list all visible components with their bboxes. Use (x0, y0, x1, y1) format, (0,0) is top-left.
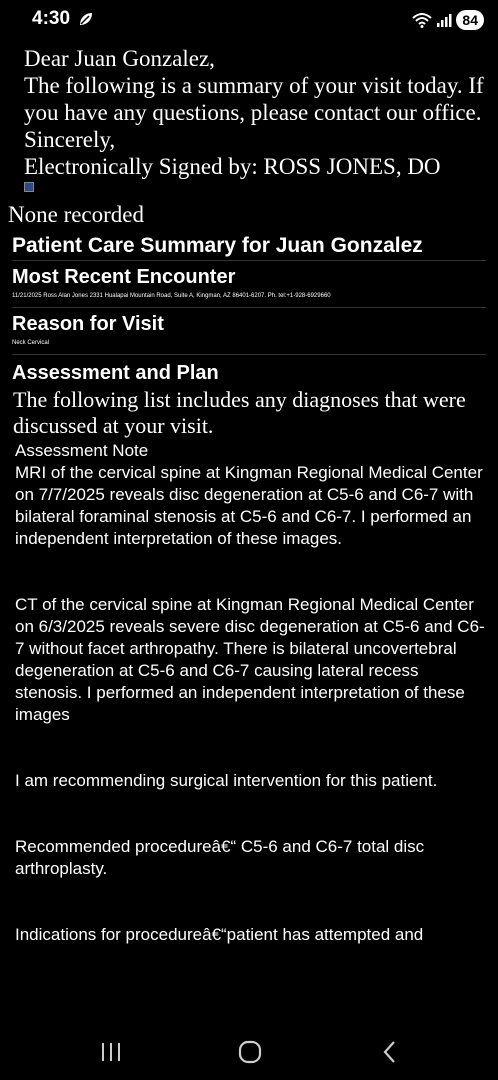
broken-image-icon (24, 182, 34, 192)
home-button[interactable] (230, 1037, 270, 1067)
reason-detail: Neck Cervical (12, 340, 50, 346)
assessment-note-label: Assessment Note (15, 441, 149, 460)
assessment-paragraph: CT of the cervical spine at Kingman Regional Medical Center on 6/3/2025 reveals severe disc degeneration at C5-6 and C6-7 without facet arthropathy. There is bilateral uncovertebral degeneration at C5-6 and C6-7 causing lateral recess stenosis. I performed an independent interpretation of these images (15, 595, 485, 724)
document-content (0, 45, 498, 946)
letter-greeting: Dear Juan Gonzalez, (24, 46, 215, 71)
encounter-heading: Most Recent Encounter (12, 266, 236, 288)
recent-apps-button[interactable] (91, 1037, 131, 1067)
letter (0, 45, 498, 180)
system-icons (412, 9, 484, 31)
assessment-paragraph: Recommended procedureâ€“ C5-6 and C6-7 total disc arthroplasty. (15, 837, 425, 878)
assessment-intro: The following list includes any diagnoses that were discussed at your visit. (13, 387, 466, 438)
assessment-heading: Assessment and Plan (12, 362, 219, 384)
none-recorded-text: None recorded (8, 202, 145, 227)
letter-signature: Electronically Signed by: ROSS JONES, DO (24, 154, 441, 179)
divider (12, 307, 486, 308)
leaf-icon (78, 11, 94, 27)
recent-apps-icon (100, 1042, 122, 1062)
divider (12, 260, 486, 261)
back-icon (382, 1040, 398, 1064)
status-bar (0, 0, 498, 40)
reason-heading: Reason for Visit (12, 313, 164, 335)
divider (12, 354, 486, 355)
clock: 4:30 (32, 8, 71, 29)
battery-indicator: 84 (456, 10, 484, 30)
encounter-detail: 11/21/2025 Ross Alan Jones 2331 Hualapai Mountain Road, Suite A, Kingman, AZ 86401-6207. Ph. tel:+1-928-6929660 (12, 293, 331, 299)
letter-closing: Sincerely, (24, 127, 116, 152)
assessment-paragraph: Indications for procedureâ€“patient has attempted and (15, 925, 424, 944)
wifi-icon (412, 12, 432, 28)
back-button[interactable] (370, 1037, 410, 1067)
assessment-paragraph: I am recommending surgical intervention for this patient. (15, 771, 438, 790)
home-icon (238, 1040, 262, 1064)
letter-body: The following is a summary of your visit today. If you have any questions, please contact our office. (24, 73, 484, 125)
signal-icon (436, 12, 452, 28)
navigation-bar (0, 1025, 498, 1080)
assessment-paragraph: MRI of the cervical spine at Kingman Regional Medical Center on 7/7/2025 reveals disc degeneration at C5-6 and C6-7 with bilateral foraminal stenosis at C5-6 and C6-7. I performed an independent interpretation of these images. (15, 463, 483, 548)
summary-title: Patient Care Summary for Juan Gonzalez (12, 234, 423, 257)
